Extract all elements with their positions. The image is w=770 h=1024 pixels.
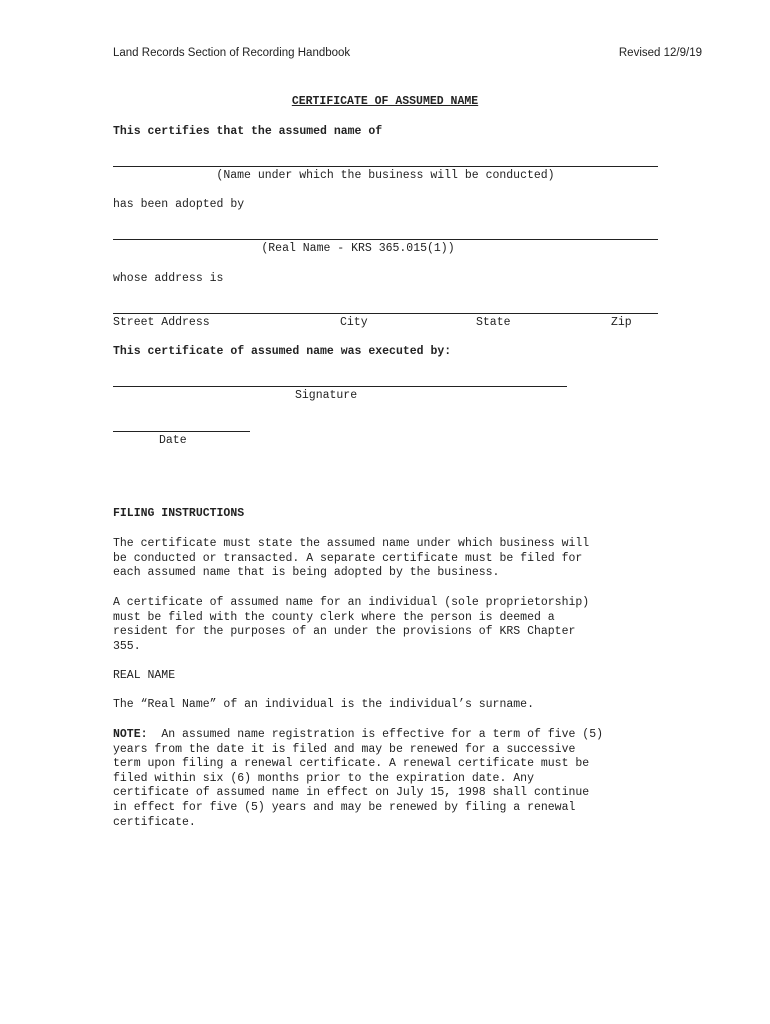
- address-line[interactable]: [113, 313, 658, 314]
- state-label: State: [476, 316, 511, 329]
- header-left-text: Land Records Section of Recording Handbook: [113, 47, 351, 59]
- business-name-line[interactable]: [113, 166, 658, 167]
- street-address-label: Street Address: [113, 316, 210, 329]
- real-name-caption: (Real Name - KRS 365.015(1)): [261, 242, 455, 255]
- paragraph-line: in effect for five (5) years and may be renewed by filing a renewal: [113, 800, 576, 814]
- real-name-line[interactable]: [113, 239, 658, 240]
- certificate-intro: This certifies that the assumed name of: [113, 125, 383, 138]
- paragraph-line: term upon filing a renewal certificate. A renewal certificate must be: [113, 757, 590, 771]
- note-label: NOTE:: [113, 728, 148, 741]
- city-label: City: [340, 316, 368, 329]
- business-name-caption: (Name under which the business will be conducted): [216, 169, 555, 182]
- real-name-heading: REAL NAME: [113, 669, 176, 682]
- signature-caption: Signature: [295, 389, 358, 402]
- address-intro-text: whose address is: [113, 272, 224, 285]
- paragraph-line: must be filed with the county clerk where the person is deemed a: [113, 610, 555, 624]
- paragraph-line: each assumed name that is being adopted by the business.: [113, 566, 500, 580]
- instructions-paragraph-1: [113, 537, 653, 581]
- paragraph-line: certificate of assumed name in effect on July 15, 1998 shall continue: [113, 786, 590, 800]
- filing-instructions-heading: FILING INSTRUCTIONS: [113, 507, 245, 520]
- zip-label: Zip: [611, 316, 632, 329]
- paragraph-line: [113, 728, 653, 743]
- paragraph-line: The certificate must state the assumed name under which business will: [113, 537, 590, 550]
- paragraph-line: A certificate of assumed name for an individual (sole proprietorship): [113, 596, 590, 609]
- real-name-definition: The “Real Name” of an individual is the individual’s surname.: [113, 698, 534, 711]
- note-line-first: An assumed name registration is effective for a term of five (5): [147, 728, 603, 741]
- adopted-by-text: has been adopted by: [113, 198, 245, 211]
- executed-by-text: This certificate of assumed name was executed by:: [113, 345, 452, 358]
- paragraph-line: filed within six (6) months prior to the expiration date. Any: [113, 771, 534, 785]
- instructions-paragraph-2: [113, 596, 653, 654]
- header-revised-date: Revised 12/9/19: [618, 47, 702, 59]
- signature-line[interactable]: [113, 386, 567, 387]
- certificate-title: CERTIFICATE OF ASSUMED NAME: [291, 95, 479, 108]
- paragraph-line: certificate.: [113, 815, 196, 829]
- paragraph-line: years from the date it is filed and may be renewed for a successive: [113, 742, 576, 756]
- paragraph-line: be conducted or transacted. A separate certificate must be filed for: [113, 551, 583, 565]
- note-paragraph: [113, 728, 653, 830]
- paragraph-line: 355.: [113, 639, 141, 653]
- date-line[interactable]: [113, 431, 250, 432]
- date-caption: Date: [159, 434, 187, 447]
- paragraph-line: resident for the purposes of an under the provisions of KRS Chapter: [113, 625, 576, 639]
